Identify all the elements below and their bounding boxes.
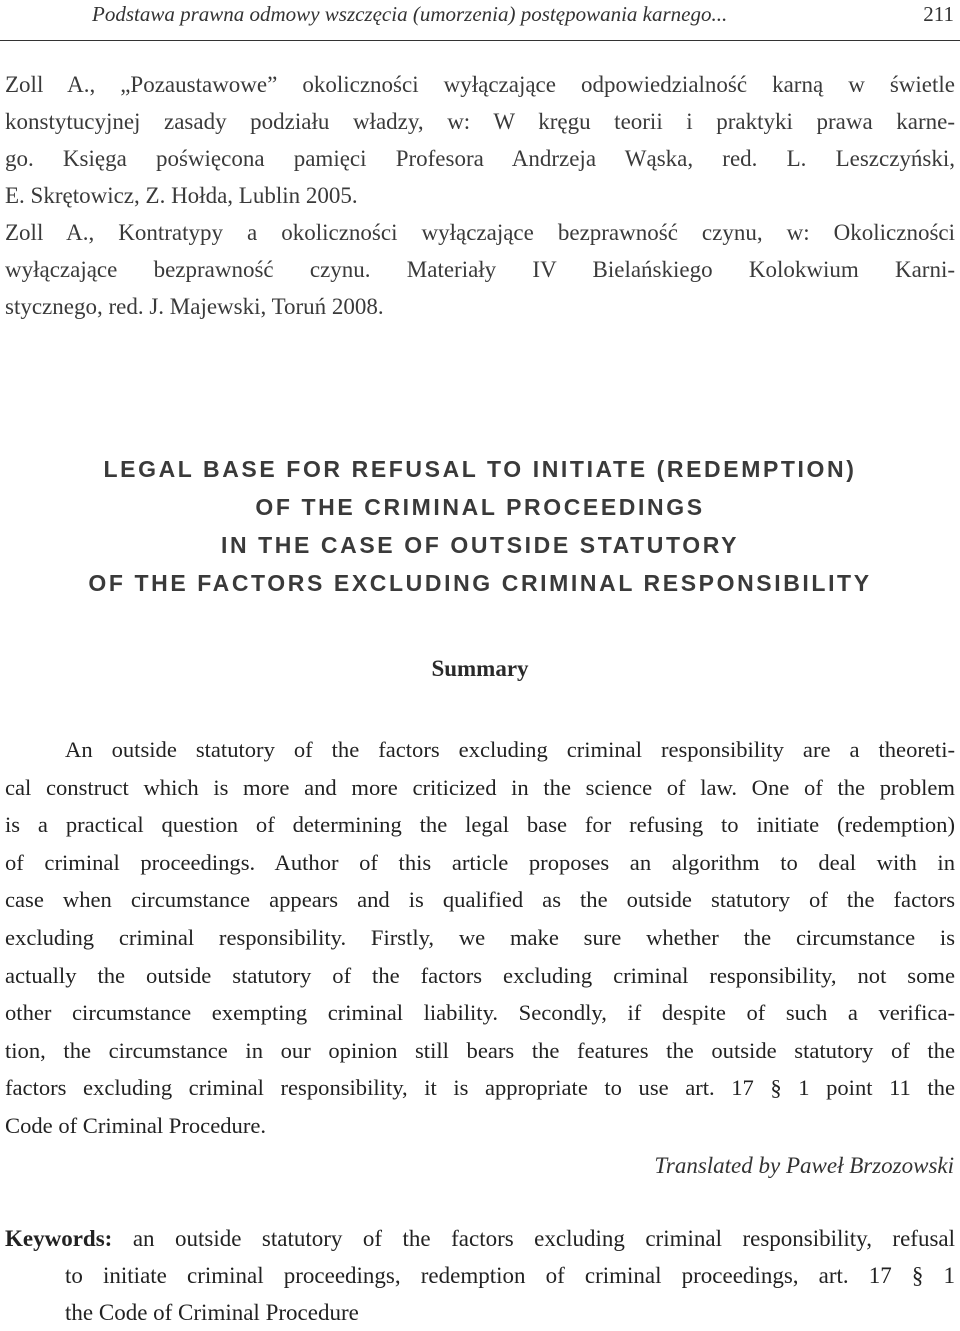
article-title <box>0 450 960 602</box>
summary-line: tion, the circumstance in our opinion still bears the features the outside statutory of the <box>5 1037 955 1063</box>
header-rule <box>0 40 960 41</box>
summary-line: is a practical question of determining the legal base for refusing to initiate (redemption) <box>5 812 955 838</box>
running-header-title: Podstawa prawna odmowy wszczęcia (umorzenia) postępowania karnego... <box>92 2 728 26</box>
running-header <box>0 0 960 46</box>
article-title-line: OF THE FACTORS EXCLUDING CRIMINAL RESPONSIBILITY <box>88 570 872 596</box>
bibliography-line: E. Skrętowicz, Z. Hołda, Lublin 2005. <box>5 183 358 208</box>
article-title-line: OF THE CRIMINAL PROCEEDINGS <box>255 494 705 520</box>
bibliography-entry <box>5 214 955 325</box>
summary-line: An outside statutory of the factors excluding criminal responsibility are a theoreti- <box>65 737 955 762</box>
bibliography-entry <box>5 66 955 214</box>
bibliography-line: wyłączające bezprawność czynu. Materiały IV Bielańskiego Kolokwium Karni- <box>5 257 955 282</box>
summary-heading: Summary <box>431 656 529 681</box>
article-title-line: IN THE CASE OF OUTSIDE STATUTORY <box>220 532 740 558</box>
keywords-line: to initiate criminal proceedings, redemption of criminal proceedings, art. 17 § 1 <box>65 1263 955 1288</box>
bibliography-line: go. Księga poświęcona pamięci Profesora Andrzeja Wąska, red. L. Leszczyński, <box>5 146 955 171</box>
bibliography-line: Zoll A., Kontratypy a okoliczności wyłączające bezprawność czynu, w: Okoliczności <box>5 220 955 245</box>
keywords-label: Keywords: <box>5 1226 113 1251</box>
summary-line: Code of Criminal Procedure. <box>5 1112 267 1138</box>
summary-line: cal construct which is more and more criticized in the science of law. One of the problem <box>5 774 955 800</box>
summary-line: other circumstance exempting criminal liability. Secondly, if despite of such a verifica- <box>5 1000 955 1026</box>
keywords-text: an outside statutory of the factors excluding criminal responsibility, refusal <box>132 1226 955 1251</box>
summary-line: factors excluding criminal responsibility, it is appropriate to use art. 17 § 1 point 11 the <box>5 1075 955 1101</box>
keywords-line <box>5 1220 955 1257</box>
article-title-line: LEGAL BASE FOR REFUSAL TO INITIATE (REDEMPTION) <box>103 456 857 482</box>
bibliography-line: Zoll A., „Pozaustawowe” okoliczności wyłączające odpowiedzialność karną w świetle <box>5 72 955 97</box>
bibliography <box>5 66 955 325</box>
bibliography-line: konstytucyjnej zasady podziału władzy, w: W kręgu teorii i praktyki prawa karne- <box>5 109 955 134</box>
summary-body <box>5 731 955 1145</box>
summary-line: excluding criminal responsibility. Firstly, we make sure whether the circumstance is <box>5 924 955 950</box>
translator-credit: Translated by Paweł Brzozowski <box>654 1153 954 1178</box>
page-number: 211 <box>923 2 954 26</box>
keywords-line: the Code of Criminal Procedure <box>65 1300 359 1325</box>
bibliography-line: stycznego, red. J. Majewski, Toruń 2008. <box>5 294 384 319</box>
summary-line: case when circumstance appears and is qualified as the outside statutory of the factors <box>5 887 955 913</box>
summary-line: of criminal proceedings. Author of this article proposes an algorithm to deal with in <box>5 849 955 875</box>
keywords <box>5 1220 955 1331</box>
summary-line: actually the outside statutory of the factors excluding criminal responsibility, not some <box>5 962 955 988</box>
